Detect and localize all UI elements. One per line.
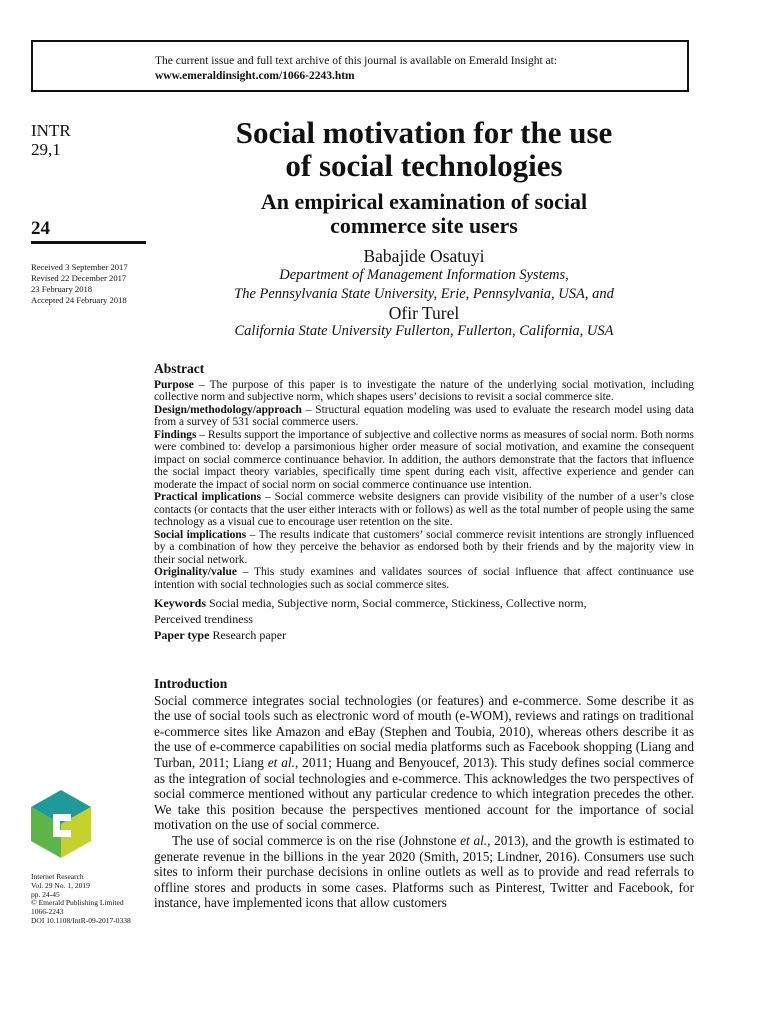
notice-text: The current issue and full text archive of this journal is available on Emerald Insight at: (155, 55, 558, 67)
emerald-logo-icon (31, 790, 91, 858)
author-1-affiliation (154, 266, 694, 304)
journal-volume: 29,1 (31, 140, 61, 159)
publication-info (31, 873, 131, 926)
introduction-heading: Introduction (154, 676, 228, 691)
intro-p2-etal: et al. (460, 832, 488, 848)
keywords-text: Social media, Subjective norm, Social commerce, Stickiness, Collective norm, (206, 596, 587, 610)
purpose-text: – The purpose of this paper is to investigate the nature of the underlying social motivation, including collective norm and subjective norm, which shapes users’ decisions to revisit a social commerce site. (154, 378, 694, 403)
intro-p1-etal: et al. (267, 754, 295, 770)
introduction-section (154, 676, 694, 911)
subtitle-line-2: commerce site users (330, 213, 518, 238)
design-label: Design/methodology/approach (154, 403, 302, 416)
keywords (154, 595, 694, 627)
author-2-affiliation: California State University Fullerton, Fullerton, California, USA (234, 323, 614, 339)
originality-text: – This study examines and validates sources of social influence that affect continuance use intention with social technologies such as social commerce sites. (154, 566, 694, 591)
papertype-text: Research paper (209, 628, 287, 642)
intro-p1-text-b: , 2011; Huang and Benyoucef, 2013). This study defines social commerce as the integration of social technologies and e-commerce. This acknowledges the two perspectives of social commerce mentioned without any particular credence to which integration precedes the other. We take this position because the perspectives mentioned account for the importance of social motivation on the use of social commerce. (154, 754, 694, 833)
abstract-section (154, 363, 694, 643)
journal-access-notice (31, 40, 689, 92)
article-dates (31, 262, 128, 306)
date-accepted: Accepted 24 February 2018 (31, 295, 127, 305)
subtitle-line-1: An empirical examination of social (260, 189, 588, 214)
title-line-1: Social motivation for the use (235, 115, 613, 150)
affiliation-line-1: Department of Management Information Systems, (279, 267, 569, 283)
date-received: Received 3 September 2017 (31, 262, 128, 272)
pub-copyright: © Emerald Publishing Limited (31, 898, 124, 908)
design-text: – Structural equation modeling was used to evaluate the research model using data from a survey of 531 social commerce users. (154, 403, 694, 428)
keywords-label: Keywords (154, 596, 206, 610)
practical-label: Practical implications (154, 491, 262, 503)
pub-pages: pp. 24-45 (31, 889, 60, 899)
abstract-originality (154, 566, 694, 591)
abstract-design (154, 404, 694, 429)
intro-p1-text-a: Social commerce integrates social technologies (or features) and e-commerce. Some describe it as the use of social tools such as electronic word of mouth (e-WOM), reviews and ratings on traditional e-commerce sites like Amazon and eBay (Stephen and Toubia, 2010), whereas others describe it as the use of e-commerce capabilities on social media platforms such as Facebook shopping (Liang and Turban, 2011; Liang (154, 692, 694, 770)
pub-volume: Vol. 29 No. 1, 2019 (31, 880, 90, 890)
social-text: – The results indicate that customers’ social commerce revisit intentions are strongly influenced by a combination of how they perceive the behavior as endorsed both by their friends and by the majority view in their social network. (154, 528, 694, 566)
intro-paragraph-2 (154, 833, 694, 911)
paper-type (154, 627, 694, 643)
page-number-rule (31, 241, 146, 244)
page-number: 24 (31, 218, 50, 239)
intro-p2-text-b: , 2013), and the growth is estimated to generate revenue in the billions in the year 2020 (Smith, 2015; Lindner, 2016). Consumers use such sites to inform their purchase decisions in online outlets as well as to provide and read referrals to offline stores and products in some cases. Platforms such as Pinterest, Twitter and Facebook, for instance, have implemented icons that allow customers (154, 832, 694, 911)
findings-text: – Results support the importance of subjective and collective norms as measures of social norm. Both norms were combined to: develop a parsimonious higher order measure of social motivation, and examine the consequent impact on social commerce continuance behavior. In addition, the authors demonstrate that the factors that influence the social impact theory variables, specifically time spent during each visit, affective experience and gender can moderate the impact of social norm on social commerce continuance use intention. (154, 428, 694, 491)
abstract-purpose (154, 379, 694, 404)
author-2: Ofir Turel (388, 303, 460, 323)
journal-id (31, 121, 71, 159)
abstract-social (154, 529, 694, 567)
keywords-text-2: Perceived trendiness (154, 612, 253, 626)
pub-issn: 1066-2243 (31, 907, 64, 917)
abstract-findings (154, 429, 694, 492)
author-1: Babajide Osatuyi (363, 246, 485, 266)
affiliation-line-2: The Pennsylvania State University, Erie, Pennsylvania, USA, and (234, 286, 614, 302)
pub-doi[interactable]: DOI 10.1108/IntR-09-2017-0338 (31, 915, 131, 925)
intro-p2-text-a: The use of social commerce is on the rise (Johnstone (172, 832, 461, 848)
social-label: Social implications (154, 528, 247, 541)
notice-url[interactable]: www.emeraldinsight.com/1066-2243.htm (155, 70, 355, 82)
intro-paragraph-1 (154, 693, 694, 833)
papertype-label: Paper type (154, 628, 210, 642)
findings-label: Findings (154, 428, 197, 441)
abstract-heading: Abstract (154, 361, 205, 376)
practical-text: – Social commerce website designers can provide visibility of the number of a user’s close contacts (or contacts that the user either interacts with or follows) as well as the total number of people using the same technology as a visual cue to encourage user retention on the site. (154, 491, 694, 528)
article-subtitle (154, 190, 694, 238)
purpose-label: Purpose (154, 378, 194, 391)
pub-journal: Internet Research (31, 872, 84, 881)
date-revised: Revised 22 December 2017 (31, 273, 127, 283)
originality-label: Originality/value (154, 566, 237, 578)
abstract-practical (154, 491, 694, 529)
article-title (154, 116, 694, 182)
date-revised-2: 23 February 2018 (31, 284, 93, 294)
journal-abbrev: INTR (31, 121, 71, 140)
title-line-2: of social technologies (285, 148, 563, 183)
